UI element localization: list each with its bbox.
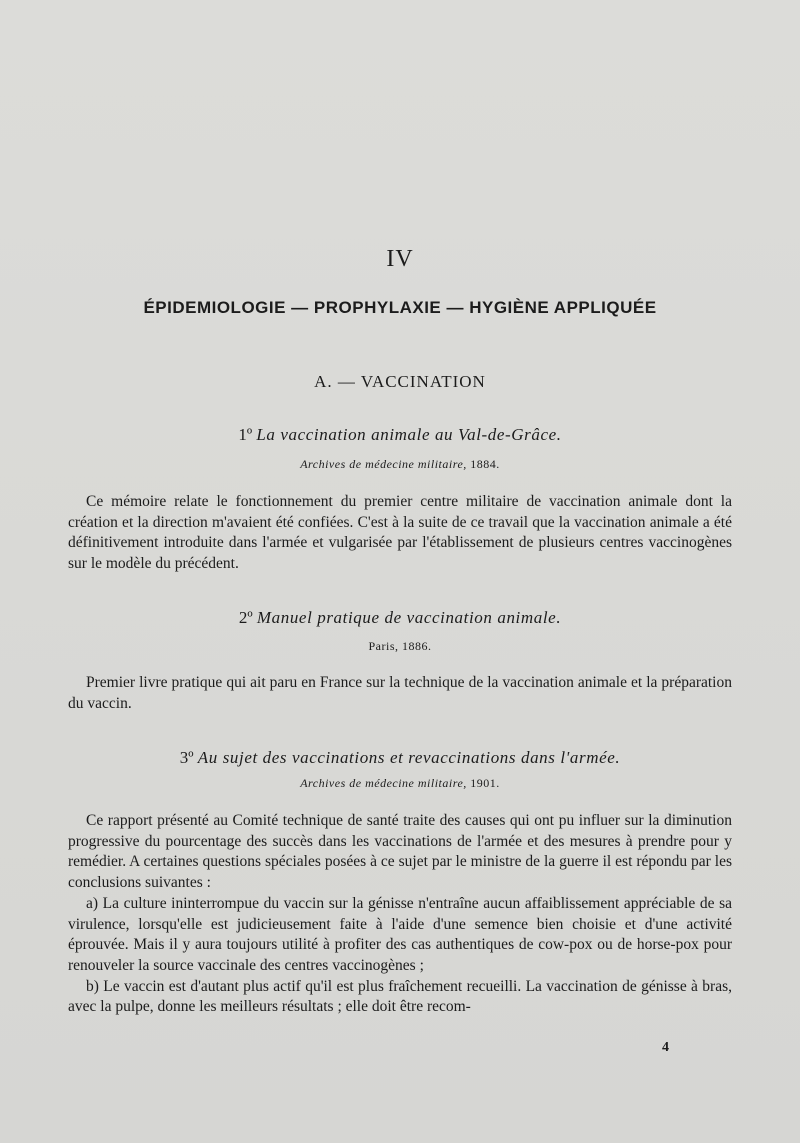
entry-2-source-text: Paris, 1886. bbox=[368, 639, 432, 653]
entry-1-body bbox=[68, 492, 732, 575]
entry-2-title-text: Manuel pratique de vaccination animale. bbox=[256, 608, 562, 627]
entry-2-paragraph: Premier livre pratique qui ait paru en France sur la technique de la vaccination animale et la préparation du vaccin. bbox=[68, 674, 732, 712]
entry-3-paragraph-intro: Ce rapport présenté au Comité technique de santé traite des causes qui ont pu influer sur la diminution progressive du pourcentage des succès dans les vaccinations de l'armée et des mesures à prendre pour y remédier. A certaines questions spéciales posées à ce sujet par le ministre de la guerre il est répondu par les conclusions suivantes : bbox=[68, 812, 732, 892]
entry-1-source bbox=[0, 457, 800, 472]
entry-1-source-text: Archives de médecine militaire, bbox=[300, 457, 467, 471]
entry-1-year: 1884. bbox=[470, 457, 500, 471]
entry-2-title bbox=[0, 608, 800, 628]
entry-3-title-text: Au sujet des vaccinations et revaccinations dans l'armée. bbox=[197, 748, 621, 767]
entry-3-source-text: Archives de médecine militaire, bbox=[300, 776, 467, 790]
page-number: 4 bbox=[662, 1040, 669, 1055]
entry-2-source bbox=[0, 639, 800, 654]
entry-1-title bbox=[0, 425, 800, 445]
entry-1-paragraph: Ce mémoire relate le fonctionnement du premier centre militaire de vaccination animale dont la création et la direction m'avaient été confiées. C'est à la suite de ce travail que la vaccination animale a été définitivement introduite dans l'armée et vulgarisée par l'établissement de plusieurs centres vaccinogènes sur le modèle du précédent. bbox=[68, 493, 732, 573]
entry-3-paragraph-b: b) Le vaccin est d'autant plus actif qu'il est plus fraîchement recueilli. La vaccination de génisse à bras, avec la pulpe, donne les meilleurs résultats ; elle doit être recom- bbox=[68, 977, 732, 1016]
entry-3-body bbox=[68, 811, 732, 1018]
entry-3-number: 3º bbox=[179, 748, 194, 767]
entry-1-number: 1º bbox=[238, 425, 253, 444]
chapter-numeral: IV bbox=[386, 246, 414, 272]
entry-2-body bbox=[68, 673, 732, 714]
entry-3-paragraph-a: a) La culture ininterrompue du vaccin sur la génisse n'entraîne aucun affaiblissement appréciable de sa virulence, lorsqu'elle est judicieusement faite à l'aide d'une semence bien choisie et d'une activité éprouvée. Mais il y aura toujours utilité à profiter des cas authentiques de cow-pox ou de horse-pox pour renouveler la source vaccinale des centres vaccinogènes ; bbox=[68, 894, 732, 974]
subsection-title: A. — VACCINATION bbox=[314, 372, 486, 391]
entry-1-title-text: La vaccination animale au Val-de-Grâce. bbox=[256, 425, 562, 444]
section-title: ÉPIDEMIOLOGIE — PROPHYLAXIE — HYGIÈNE APPLIQUÉE bbox=[143, 298, 657, 317]
entry-3-source bbox=[0, 776, 800, 791]
entry-3-title bbox=[0, 748, 800, 768]
entry-2-number: 2º bbox=[238, 608, 253, 627]
entry-3-year: 1901. bbox=[470, 776, 500, 790]
